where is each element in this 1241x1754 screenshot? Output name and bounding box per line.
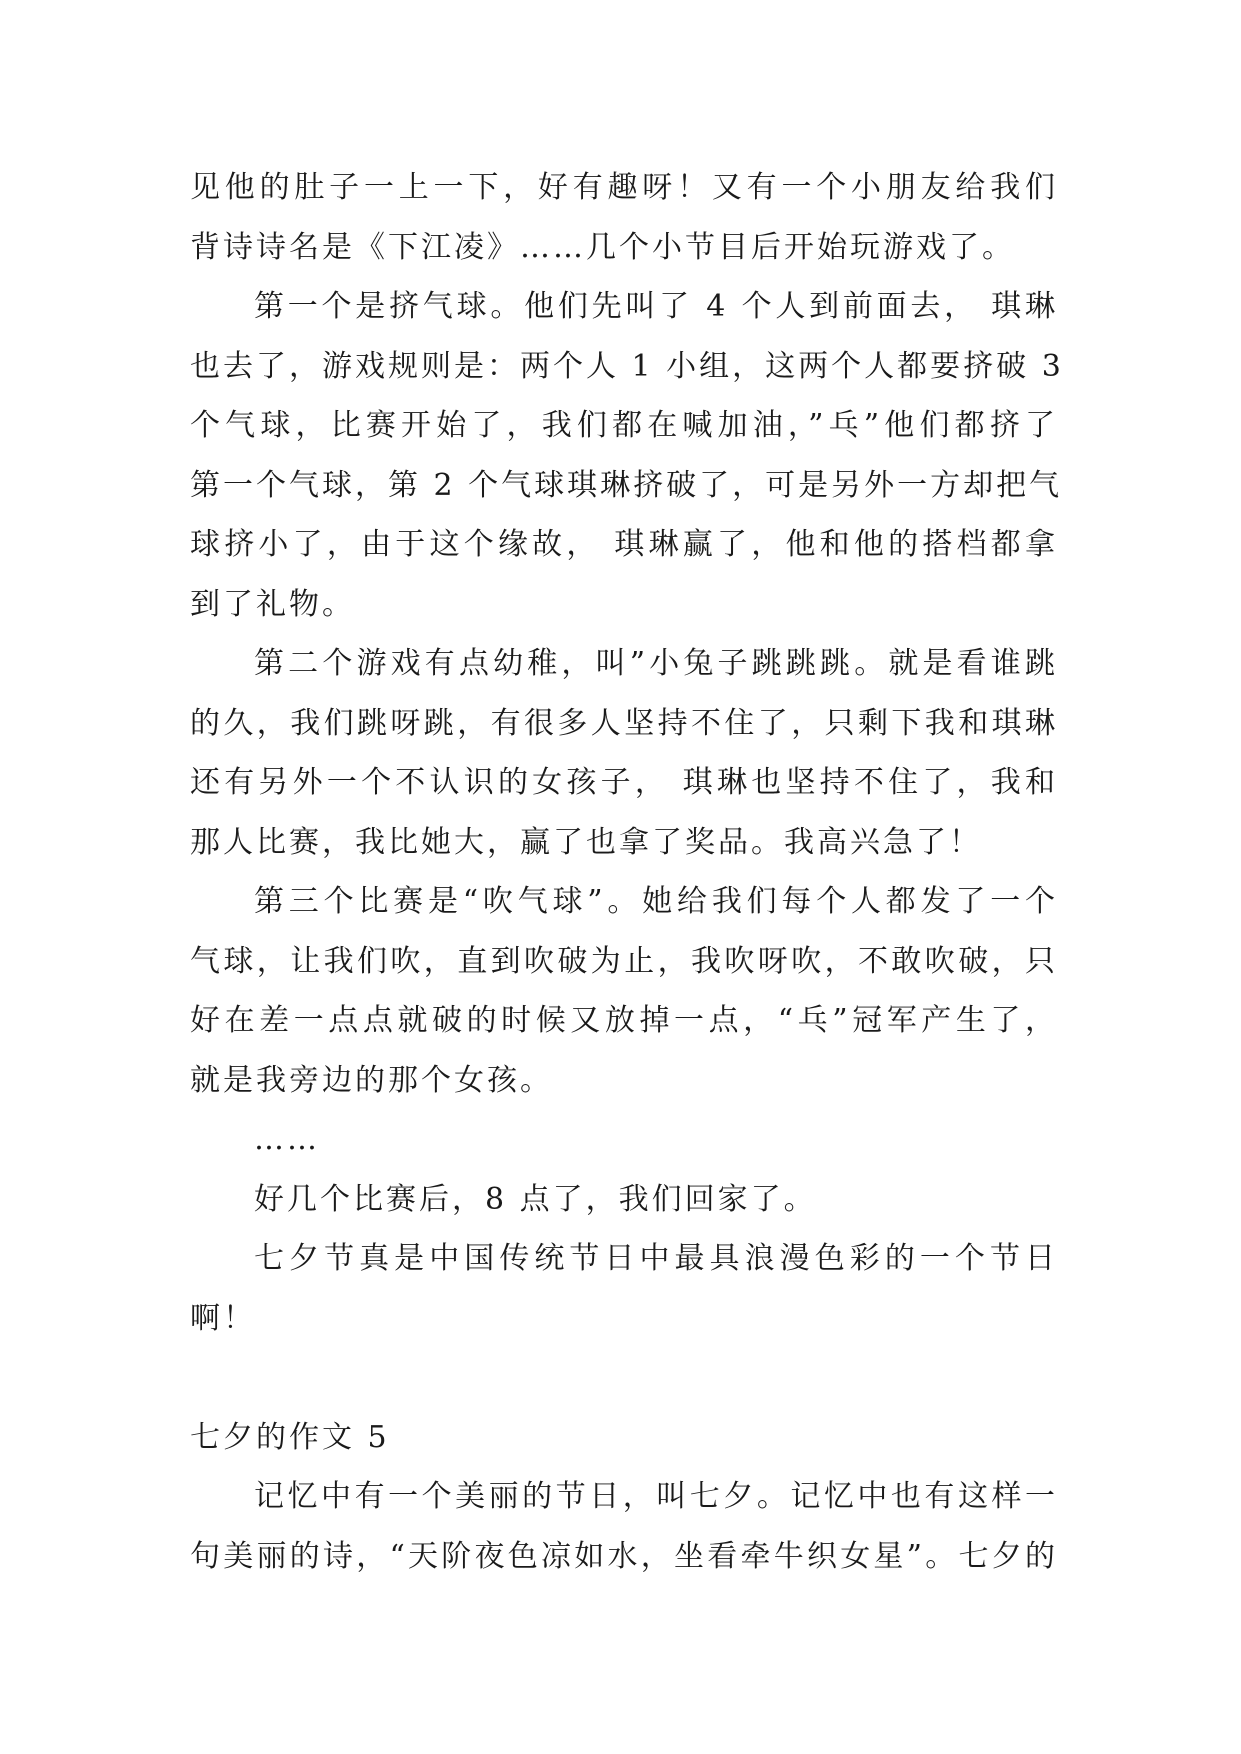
paragraph-bunny-jump-game	[190, 634, 1058, 872]
text-line: 见他的肚子一上一下，好有趣呀！又有一个小朋友给我们	[190, 170, 1058, 205]
text-line: 也去了，游戏规则是：两个人 1 小组，这两个人都要挤破 3	[190, 348, 1064, 384]
text-line: 那人比赛，我比她大，赢了也拿了奖品。我高兴急了！	[190, 824, 982, 860]
text-line: 个气球，比赛开始了，我们都在喊加油，”乓”他们都挤了	[190, 408, 1058, 443]
text-line: 第一个是挤气球。他们先叫了 4 个人到前面去， 琪琳	[254, 289, 1058, 324]
text-line: 的久，我们跳呀跳，有很多人坚持不住了，只剩下我和琪琳	[190, 705, 1058, 741]
text-line: 还有另外一个不认识的女孩子， 琪琳也坚持不住了，我和	[190, 765, 1058, 800]
text-line: 啊！	[190, 1300, 256, 1336]
text-line: 好在差一点点就破的时候又放掉一点，“乓”冠军产生了，	[190, 1003, 1058, 1038]
text-line: 第二个游戏有点幼稚，叫”小兔子跳跳跳。就是看谁跳	[254, 646, 1058, 681]
text-line: 好几个比赛后，8 点了，我们回家了。	[254, 1181, 817, 1217]
section-title: 七夕的作文 5	[190, 1419, 390, 1455]
paragraph-continuation	[190, 158, 1058, 277]
paragraph-going-home	[190, 1170, 1058, 1230]
paragraph-new-essay	[190, 1467, 1058, 1586]
ellipsis-line: ……	[254, 1122, 320, 1157]
text-line: 到了礼物。	[190, 586, 355, 622]
document-body	[190, 158, 1064, 1586]
text-line: 球挤小了，由于这个缘故， 琪琳赢了，他和他的搭档都拿	[190, 527, 1058, 562]
text-line: 背诗诗名是《下江凌》……几个小节目后开始玩游戏了。	[190, 229, 1015, 265]
text-line: 句美丽的诗，“天阶夜色凉如水，坐看牵牛织女星”。七夕的	[190, 1538, 1058, 1574]
text-line: 就是我旁边的那个女孩。	[190, 1062, 553, 1098]
paragraph-conclusion	[190, 1229, 1058, 1348]
text-line: 七夕节真是中国传统节日中最具浪漫色彩的一个节日	[254, 1241, 1058, 1276]
paragraph-squeeze-balloon-game	[190, 277, 1064, 634]
text-line: 气球，让我们吹，直到吹破为止，我吹呀吹，不敢吹破，只	[190, 943, 1058, 979]
text-line: 第一个气球，第 2 个气球琪琳挤破了，可是另外一方却把气	[190, 467, 1063, 503]
blank-line	[190, 1348, 1058, 1408]
text-line: 第三个比赛是“吹气球”。她给我们每个人都发了一个	[254, 884, 1058, 919]
text-line: 记忆中有一个美丽的节日，叫七夕。记忆中也有这样一	[254, 1479, 1058, 1514]
paragraph-blow-balloon-game	[190, 872, 1058, 1110]
